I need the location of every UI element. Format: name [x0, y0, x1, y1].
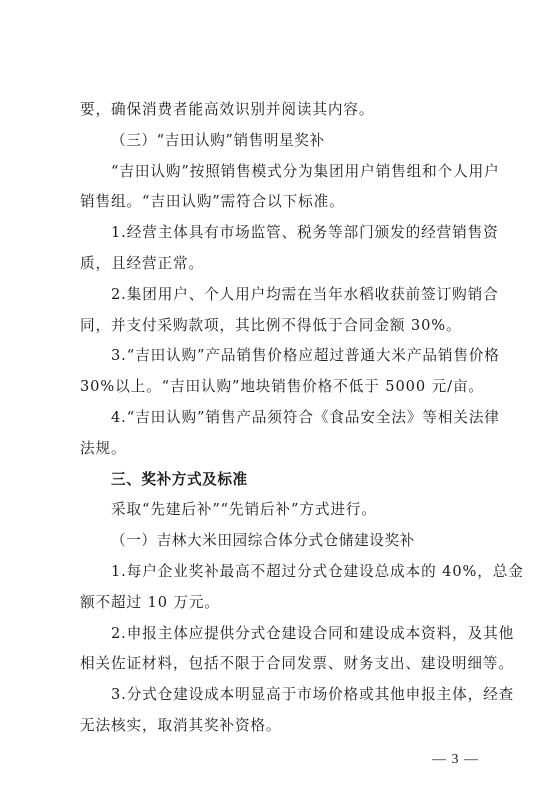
list-item-4-line-2: 法规。 — [80, 439, 127, 457]
list-item-5-line-2: 额不超过 10 万元。 — [80, 593, 220, 611]
list-item-2-line-1: 2.集团用户、个人用户均需在当年水稻收获前签订购销合 — [111, 285, 499, 303]
list-item-7-line-1: 3.分式仓建设成本明显高于市场价格或其他申报主体，经查 — [111, 686, 515, 704]
list-item-6-line-1: 2.申报主体应提供分式仓建设合同和建设成本资料，及其他 — [111, 624, 515, 642]
section-heading-3: 三、奖补方式及标准 — [111, 470, 248, 488]
page-number: — 3 — — [432, 752, 479, 767]
subsection-heading-1: （一）吉林大米田园综合体分式仓储建设奖补 — [111, 532, 415, 550]
list-item-1-line-1: 1.经营主体具有市场监管、税务等部门颁发的经营销售资 — [111, 224, 499, 242]
list-item-7-line-2: 无法核实，取消其奖补资格。 — [80, 717, 282, 734]
list-item-1-line-2: 质，且经营正常。 — [80, 255, 204, 272]
list-item-5-line-1: 1.每户企业奖补最高不超过分式仓建设总成本的 40%，总金 — [111, 563, 524, 580]
list-item-4-line-1: 4.“吉田认购”销售产品须符合《食品安全法》等相关法律 — [111, 409, 500, 426]
list-item-3-line-2: 30%以上。“吉田认购”地块销售价格不低于 5000 元/亩。 — [80, 378, 484, 396]
subsection-heading-3: （三）“吉田认购”销售明星奖补 — [111, 131, 325, 149]
paragraph-line-3: “吉田认购”按照销售模式分为集团用户销售组和个人用户 — [111, 162, 500, 180]
paragraph-line-1: 要，确保消费者能高效识别并阅读其内容。 — [80, 101, 375, 118]
paragraph-line-14: 采取“先建后补”“先销后补”方式进行。 — [111, 501, 377, 519]
list-item-2-line-2: 同，并支付采购款项，其比例不得低于合同金额 30%。 — [80, 316, 462, 334]
list-item-6-line-2: 相关佐证材料，包括不限于合同发票、财务支出、建设明细等。 — [80, 655, 514, 673]
list-item-3-line-1: 3.“吉田认购”产品销售价格应超过普通大米产品销售价格 — [111, 347, 500, 365]
paragraph-line-4: 销售组。“吉田认购”需符合以下标准。 — [80, 193, 345, 211]
